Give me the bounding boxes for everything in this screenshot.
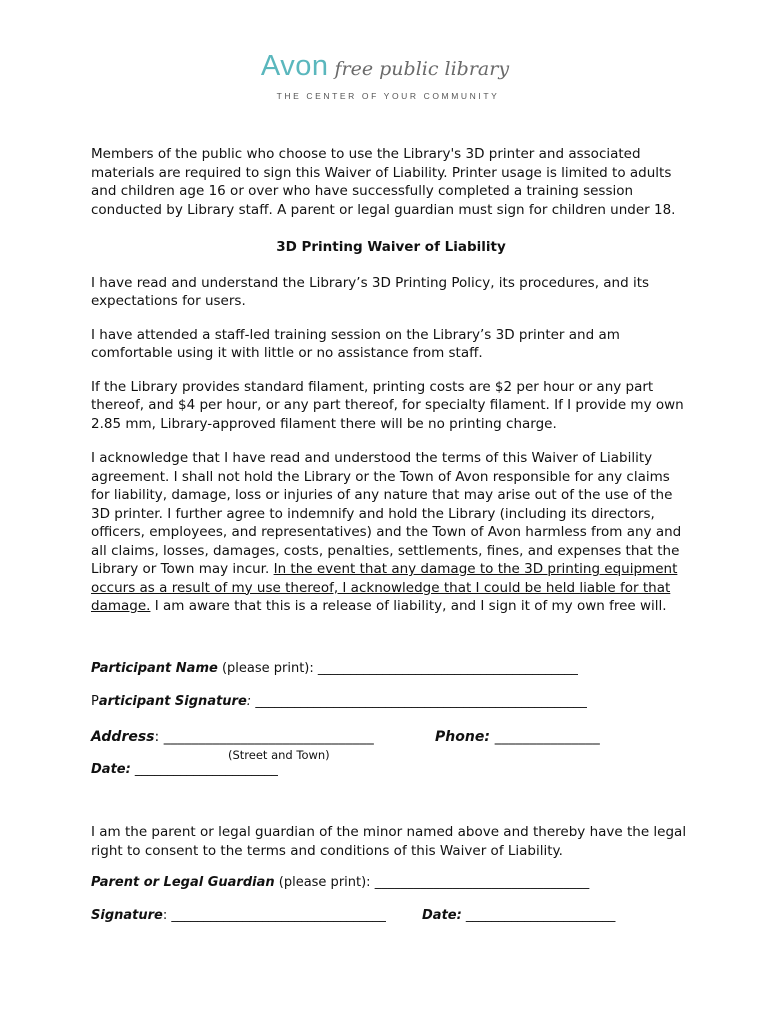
acknowledgement-underlined: In the event that any damage to the 3D printing equipment occurs as a result of my use thereof, I acknowledge that I could be held liable for that damage. <box>91 561 678 614</box>
address-label: Address <box>91 729 155 745</box>
acknowledgement-text: I acknowledge that I have read and understood the terms of this Waiver of Liability agreement. I shall not hold the Library or the Town of Avon responsible for any claims for liability, damage, loss or injuries of any nature that may arise out of the use of the 3D printer. I further agree to indemnify and hold the Library (including its directors, officers, employees, and representatives) and the Town of Avon harmless from any and all claims, losses, damages, costs, penalties, settlements, fines, and expenses that the Library or Town may incur. <box>91 450 682 577</box>
address-field[interactable] <box>91 729 374 745</box>
acknowledgement-paragraph <box>91 449 691 616</box>
participant-name-hint: (please print): <box>217 661 318 676</box>
guardian-name-blank[interactable]: _________________________________ <box>374 875 590 890</box>
policy-paragraph: I have read and understand the Library’s 3D Printing Policy, its procedures, and its expectations for users. <box>91 274 650 309</box>
address-blank[interactable]: ______________________________ <box>163 729 374 745</box>
logo-library-text: free public library <box>334 58 510 80</box>
intro-paragraph: Members of the public who choose to use the Library's 3D printer and associated materials are required to sign this Waiver of Liability. Printer usage is limited to adults and children age 16 or over who have successfully completed a training session conducted by Library staff. A parent or legal guardian must sign for children under 18. <box>91 146 676 218</box>
participant-name-blank[interactable]: ________________________________________ <box>317 661 578 676</box>
participant-signature-label: articipant Signature <box>98 694 247 709</box>
guardian-date-label: Date: <box>422 908 462 923</box>
guardian-signature-field[interactable] <box>91 908 386 923</box>
street-town-hint: (Street and Town) <box>228 748 330 762</box>
participant-signature-field[interactable] <box>91 694 587 709</box>
waiver-heading: 3D Printing Waiver of Liability <box>276 239 506 255</box>
date-blank[interactable]: ______________________ <box>130 762 278 777</box>
guardian-date-blank[interactable]: _______________________ <box>461 908 616 923</box>
guardian-statement: I am the parent or legal guardian of the minor named above and thereby have the legal right to consent to the terms and conditions of this Waiver of Liability. <box>91 824 687 859</box>
guardian-name-label: Parent or Legal Guardian <box>91 875 275 890</box>
guardian-signature-blank[interactable]: _________________________________ <box>171 908 386 923</box>
phone-label: Phone <box>435 729 485 745</box>
guardian-section <box>91 823 691 860</box>
logo-tagline: THE CENTER OF YOUR COMMUNITY <box>276 91 500 101</box>
participant-signature-label-p: P <box>91 694 99 709</box>
phone-colon: : <box>484 729 495 745</box>
date-field[interactable] <box>91 762 278 777</box>
participant-name-label: Participant Name <box>91 661 218 676</box>
participant-name-field[interactable] <box>91 661 578 676</box>
guardian-signature-colon: : <box>162 908 172 923</box>
library-logo <box>0 52 770 101</box>
logo-avon-text: Avon <box>260 50 329 82</box>
waiver-body <box>91 145 691 616</box>
guardian-name-field[interactable] <box>91 875 589 890</box>
guardian-name-hint: (please print): <box>274 875 375 890</box>
address-colon: : <box>154 729 164 745</box>
date-label: Date: <box>91 762 131 777</box>
phone-field[interactable] <box>435 729 600 745</box>
participant-signature-colon: : <box>246 694 256 709</box>
training-paragraph: I have attended a staff-led training session on the Library’s 3D printer and am comfortable using it with little or no assistance from staff. <box>91 326 620 361</box>
acknowledgement-end: I am aware that this is a release of liability, and I sign it of my own free will. <box>150 598 667 614</box>
guardian-date-field[interactable] <box>422 908 615 923</box>
guardian-signature-label: Signature <box>91 908 163 923</box>
participant-signature-blank[interactable]: ___________________________________________________ <box>255 694 587 709</box>
cost-paragraph: If the Library provides standard filament, printing costs are $2 per hour or any part thereof, and $4 per hour, or any part thereof, for specialty filament. If I provide my own 2.85 mm, Library-approved filament there will be no printing charge. <box>91 378 684 432</box>
phone-blank[interactable]: _______________ <box>494 729 600 745</box>
